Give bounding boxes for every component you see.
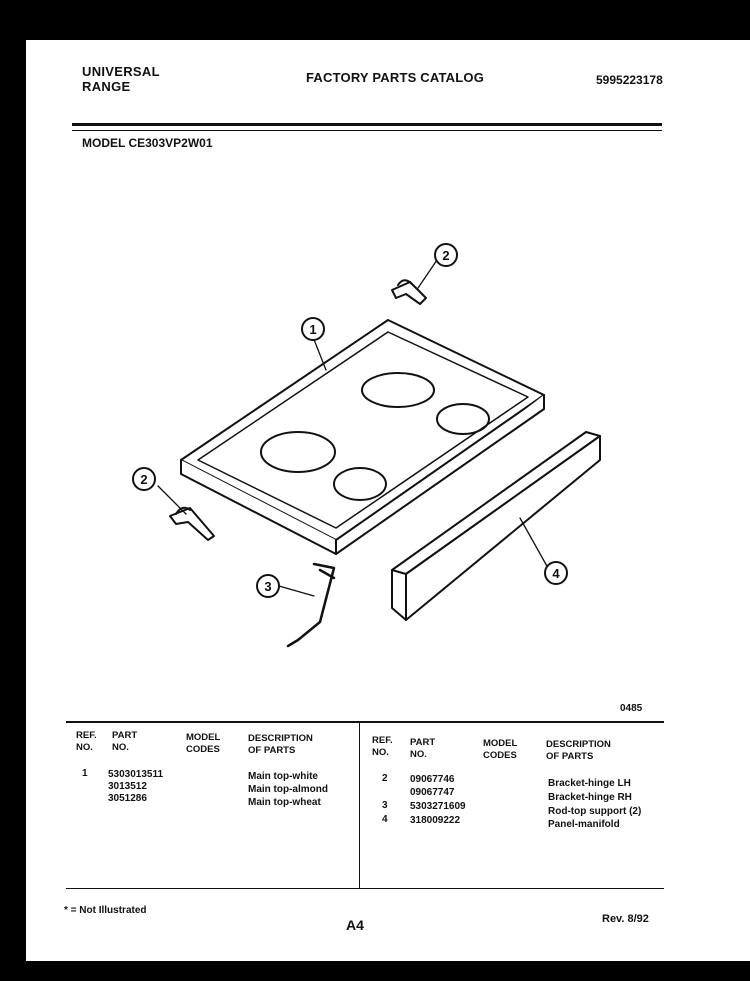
page-number: A4 bbox=[346, 917, 364, 933]
callout-3 bbox=[257, 575, 279, 597]
description-cell: Bracket-hinge RH bbox=[548, 792, 632, 803]
callout-label: 3 bbox=[264, 579, 272, 594]
catalog-title: FACTORY PARTS CATALOG bbox=[306, 70, 485, 85]
part-no-cell: 318009222 bbox=[410, 815, 461, 826]
table-row bbox=[82, 768, 88, 780]
callout-2-left bbox=[133, 468, 155, 490]
header-model-codes: MODEL CODES bbox=[186, 732, 221, 755]
callout-label: 2 bbox=[442, 248, 450, 263]
exploded-parts-diagram bbox=[26, 40, 750, 720]
part-no-cell: 5303271609 bbox=[410, 801, 466, 812]
ref-cell: 4 bbox=[382, 814, 388, 825]
ref-cell: 1 bbox=[82, 768, 88, 779]
callout-2-top bbox=[435, 244, 457, 266]
part-no-cell: 09067746 bbox=[410, 774, 455, 785]
callout-label: 2 bbox=[140, 472, 148, 487]
callout-4 bbox=[545, 562, 567, 584]
catalog-page bbox=[26, 40, 750, 961]
part-no-cell: 09067747 bbox=[410, 787, 455, 798]
brand-line-2: RANGE bbox=[82, 79, 131, 94]
header-model-codes-right: MODEL CODES bbox=[483, 738, 518, 761]
description-cell: Bracket-hinge LH bbox=[548, 778, 631, 789]
ref-cell: 2 bbox=[382, 773, 388, 784]
table-bottom-rule bbox=[66, 888, 664, 889]
description-cell: Main top-almond bbox=[248, 784, 328, 795]
rod-top-support bbox=[288, 564, 334, 646]
header-description-right: DESCRIPTION OF PARTS bbox=[546, 739, 611, 762]
model-number: MODEL CE303VP2W01 bbox=[82, 136, 213, 150]
description-cell: Panel-manifold bbox=[548, 819, 620, 830]
part-no-cell: 5303013511 bbox=[108, 769, 164, 780]
description-cell: Main top-wheat bbox=[248, 797, 321, 808]
header-ref-no: REF. NO. bbox=[76, 730, 97, 753]
header-part-no: PART NO. bbox=[112, 730, 138, 753]
callout-label: 1 bbox=[309, 322, 317, 337]
header-description: DESCRIPTION OF PARTS bbox=[248, 733, 313, 756]
header-part-no-right: PART NO. bbox=[410, 737, 436, 760]
description-cell: Main top-white bbox=[248, 771, 318, 782]
table-divider bbox=[359, 723, 360, 888]
ref-cell: 3 bbox=[382, 800, 388, 811]
callout-label: 4 bbox=[552, 566, 560, 581]
document-number: 5995223178 bbox=[596, 73, 663, 87]
table-top-rule bbox=[66, 721, 664, 723]
not-illustrated-footnote: * = Not Illustrated bbox=[64, 905, 147, 916]
figure-code: 0485 bbox=[620, 703, 643, 714]
part-no-cell: 3013512 bbox=[108, 781, 147, 792]
header-ref-no-right: REF. NO. bbox=[372, 735, 393, 758]
callout-1 bbox=[302, 318, 324, 340]
description-cell: Rod-top support (2) bbox=[548, 806, 642, 817]
brand-line-1: UNIVERSAL bbox=[82, 64, 160, 79]
part-no-cell: 3051286 bbox=[108, 793, 147, 804]
hinge-bracket-lh bbox=[170, 508, 214, 540]
revision-date: Rev. 8/92 bbox=[602, 913, 649, 925]
